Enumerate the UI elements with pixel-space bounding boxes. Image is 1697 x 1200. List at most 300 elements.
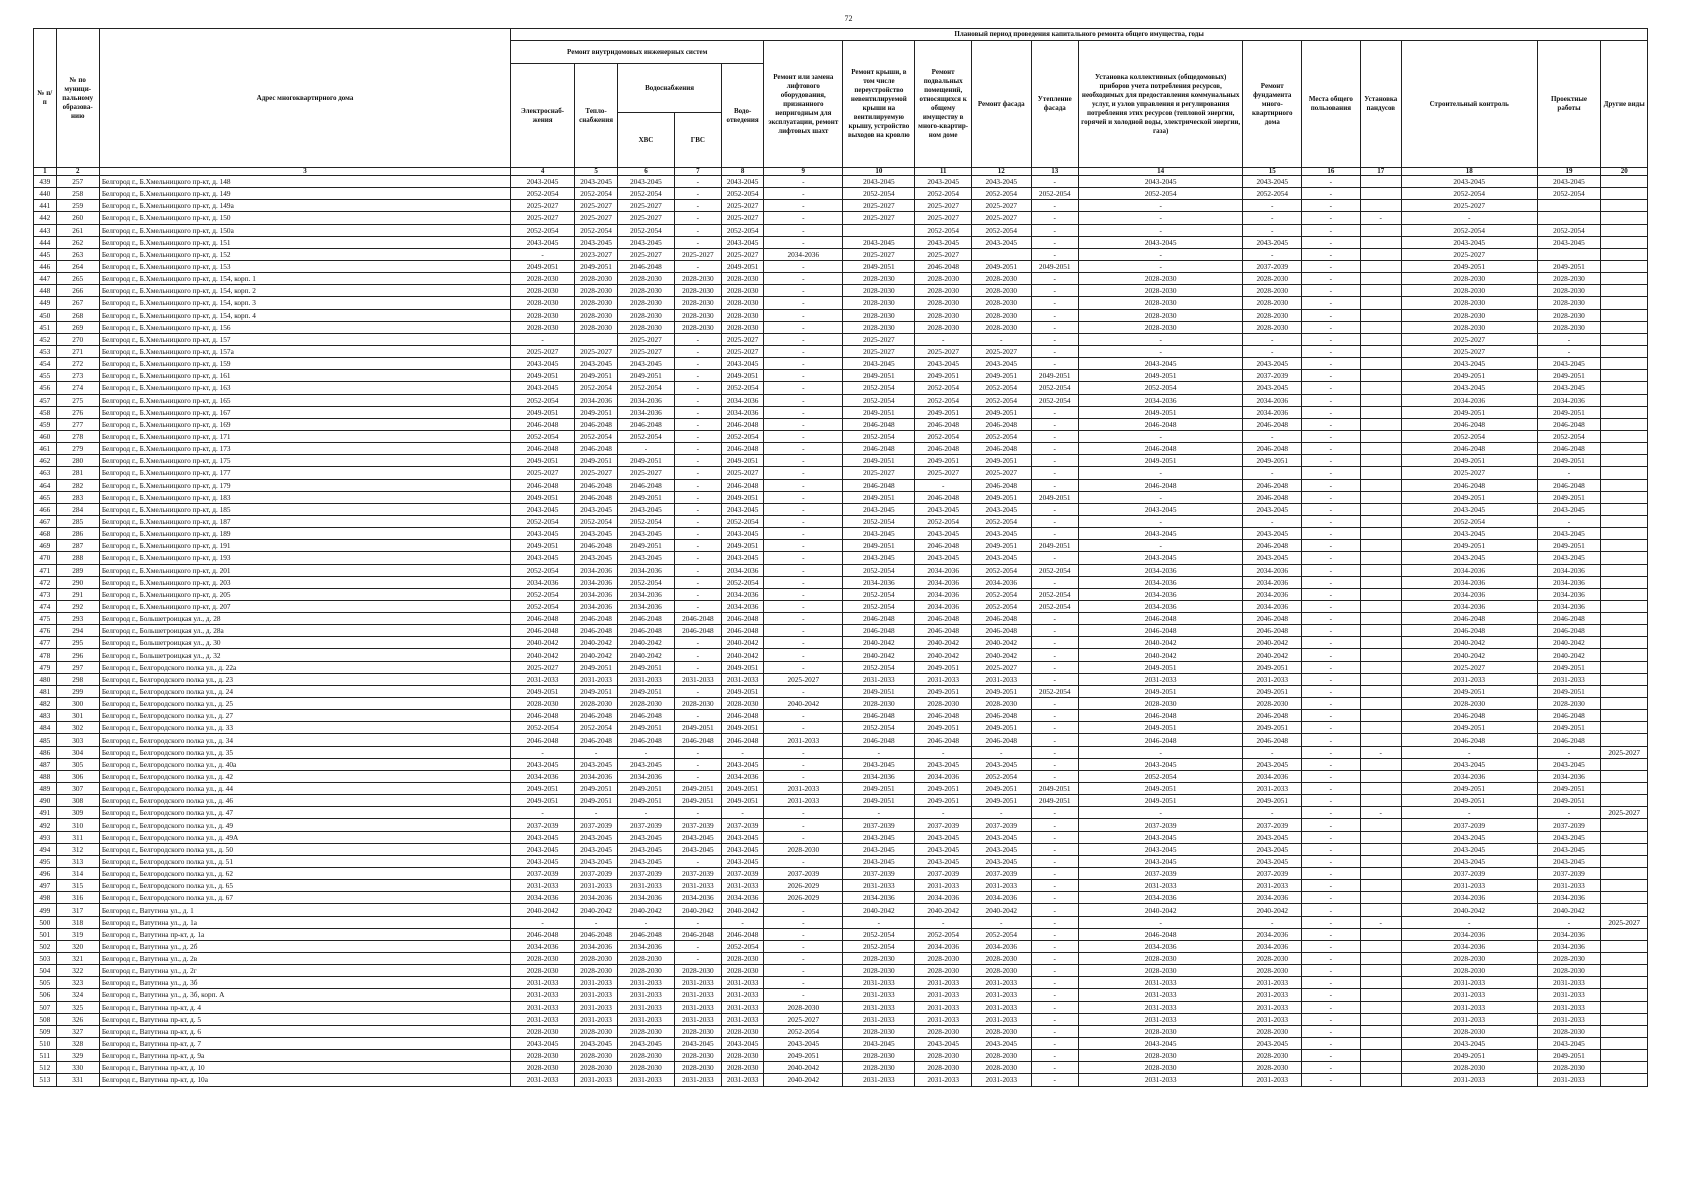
cell-construction-control: 2028-2030	[1401, 273, 1537, 285]
cell-row-number: 490	[34, 795, 57, 807]
cell-basement: 2034-2036	[915, 588, 972, 600]
cell-heating: 2034-2036	[574, 940, 617, 952]
cell-row-number: 482	[34, 698, 57, 710]
cell-construction-control: 2043-2045	[1401, 358, 1537, 370]
cell-electricity: 2052-2054	[511, 394, 575, 406]
cell-foundation: 2034-2036	[1243, 940, 1302, 952]
cell-insulation: -	[1031, 661, 1078, 673]
cell-design-works: -	[1537, 807, 1601, 819]
cell-insulation: -	[1031, 430, 1078, 442]
cell-hot-water: 2028-2030	[674, 1025, 721, 1037]
cell-insulation: -	[1031, 855, 1078, 867]
cell-insulation: 2049-2051	[1031, 370, 1078, 382]
cell-cold-water: 2049-2051	[618, 685, 675, 697]
cell-ramps	[1360, 528, 1401, 540]
cell-cold-water: 2034-2036	[618, 394, 675, 406]
cell-drainage: 2046-2048	[722, 734, 764, 746]
cell-elevator: -	[764, 758, 843, 770]
cell-municipal-number: 287	[56, 540, 99, 552]
cell-electricity: 2043-2045	[511, 758, 575, 770]
cell-address: Белгород г., Большетроицкая ул., д. 30	[99, 637, 510, 649]
cell-foundation: 2034-2036	[1243, 564, 1302, 576]
cell-address: Белгород г., Ватутина пр-кт, д. 7	[99, 1037, 510, 1049]
cell-hot-water: -	[674, 770, 721, 782]
cell-design-works: 2031-2033	[1537, 989, 1601, 1001]
cell-ramps	[1360, 333, 1401, 345]
cell-construction-control: 2025-2027	[1401, 248, 1537, 260]
cell-municipal-number: 292	[56, 600, 99, 612]
cell-insulation: -	[1031, 673, 1078, 685]
cell-facade: 2052-2054	[971, 588, 1031, 600]
cell-hot-water: 2049-2051	[674, 783, 721, 795]
cell-facade: 2040-2042	[971, 637, 1031, 649]
table-row	[34, 831, 1648, 843]
cell-meters: 2043-2045	[1078, 528, 1243, 540]
cell-roof: 2046-2048	[843, 625, 915, 637]
cell-roof	[843, 224, 915, 236]
cell-address: Белгород г., Ватутина пр-кт, д. 6	[99, 1025, 510, 1037]
cell-hot-water: -	[674, 394, 721, 406]
cell-other-works	[1601, 333, 1648, 345]
cell-insulation: 2049-2051	[1031, 491, 1078, 503]
cell-row-number: 475	[34, 613, 57, 625]
cell-insulation: -	[1031, 552, 1078, 564]
cell-common-areas: -	[1302, 176, 1361, 188]
cell-facade: 2031-2033	[971, 977, 1031, 989]
cell-drainage: 2043-2045	[722, 1037, 764, 1049]
cell-construction-control: 2043-2045	[1401, 236, 1537, 248]
cell-construction-control: 2046-2048	[1401, 625, 1537, 637]
cell-row-number: 454	[34, 358, 57, 370]
cell-hot-water: -	[674, 515, 721, 527]
cell-basement: 2049-2051	[915, 661, 972, 673]
cell-heating: 2031-2033	[574, 1013, 617, 1025]
header-heating: Тепло-снабжения	[574, 64, 617, 168]
cell-basement: 2046-2048	[915, 418, 972, 430]
cell-drainage: 2034-2036	[722, 588, 764, 600]
cell-common-areas: -	[1302, 1013, 1361, 1025]
cell-municipal-number: 290	[56, 576, 99, 588]
cell-elevator: -	[764, 285, 843, 297]
cell-hot-water: 2028-2030	[674, 297, 721, 309]
cell-common-areas: -	[1302, 1001, 1361, 1013]
cell-drainage: -	[722, 746, 764, 758]
table-row	[34, 345, 1648, 357]
cell-foundation: 2046-2048	[1243, 540, 1302, 552]
cell-address: Белгород г., Белгородского полка ул., д. 49	[99, 819, 510, 831]
cell-row-number: 506	[34, 989, 57, 1001]
cell-common-areas: -	[1302, 479, 1361, 491]
cell-electricity: 2028-2030	[511, 273, 575, 285]
cell-facade: 2025-2027	[971, 212, 1031, 224]
cell-ramps	[1360, 503, 1401, 515]
header-ramps: Установка пандусов	[1360, 41, 1401, 168]
cell-cold-water: 2052-2054	[618, 515, 675, 527]
cell-construction-control: 2049-2051	[1401, 406, 1537, 418]
cell-basement: 2052-2054	[915, 515, 972, 527]
cell-drainage: 2025-2027	[722, 333, 764, 345]
cell-facade: 2028-2030	[971, 309, 1031, 321]
cell-common-areas: -	[1302, 698, 1361, 710]
cell-foundation: 2046-2048	[1243, 625, 1302, 637]
cell-heating: 2049-2051	[574, 795, 617, 807]
cell-foundation: 2043-2045	[1243, 176, 1302, 188]
cell-construction-control: 2043-2045	[1401, 855, 1537, 867]
cell-basement: 2046-2048	[915, 260, 972, 272]
cell-heating: 2028-2030	[574, 965, 617, 977]
cell-basement: 2052-2054	[915, 382, 972, 394]
cell-construction-control: 2040-2042	[1401, 649, 1537, 661]
cell-row-number: 441	[34, 200, 57, 212]
cell-design-works: -	[1537, 467, 1601, 479]
cell-other-works	[1601, 430, 1648, 442]
cell-construction-control: 2049-2051	[1401, 540, 1537, 552]
cell-drainage: 2043-2045	[722, 236, 764, 248]
cell-design-works: 2049-2051	[1537, 661, 1601, 673]
cell-common-areas: -	[1302, 588, 1361, 600]
cell-hot-water: 2028-2030	[674, 273, 721, 285]
cell-electricity: 2043-2045	[511, 382, 575, 394]
cell-foundation: 2031-2033	[1243, 1001, 1302, 1013]
cell-design-works: 2031-2033	[1537, 1001, 1601, 1013]
cell-foundation: 2043-2045	[1243, 758, 1302, 770]
table-row	[34, 977, 1648, 989]
cell-electricity: 2052-2054	[511, 224, 575, 236]
cell-construction-control: 2043-2045	[1401, 503, 1537, 515]
cell-drainage: 2043-2045	[722, 758, 764, 770]
cell-cold-water: 2040-2042	[618, 904, 675, 916]
cell-facade: -	[971, 807, 1031, 819]
cell-cold-water: 2049-2051	[618, 491, 675, 503]
cell-drainage: 2031-2033	[722, 977, 764, 989]
cell-address: Белгород г., Б.Хмельницкого пр-кт, д. 154, корп. 2	[99, 285, 510, 297]
cell-common-areas: -	[1302, 989, 1361, 1001]
cell-electricity: 2034-2036	[511, 770, 575, 782]
cell-meters: -	[1078, 224, 1243, 236]
cell-ramps	[1360, 953, 1401, 965]
cell-foundation: 2034-2036	[1243, 928, 1302, 940]
cell-heating: 2040-2042	[574, 649, 617, 661]
cell-meters: 2046-2048	[1078, 613, 1243, 625]
cell-address: Белгород г., Белгородского полка ул., д. 44	[99, 783, 510, 795]
cell-design-works: 2049-2051	[1537, 783, 1601, 795]
cell-drainage: 2028-2030	[722, 321, 764, 333]
cell-hot-water: -	[674, 528, 721, 540]
table-row	[34, 1062, 1648, 1074]
cell-design-works: 2046-2048	[1537, 479, 1601, 491]
cell-ramps	[1360, 673, 1401, 685]
cell-facade: 2031-2033	[971, 1001, 1031, 1013]
cell-common-areas: -	[1302, 370, 1361, 382]
cell-address: Белгород г., Б.Хмельницкого пр-кт, д. 183	[99, 491, 510, 503]
cell-ramps	[1360, 248, 1401, 260]
cell-row-number: 487	[34, 758, 57, 770]
cell-facade: 2025-2027	[971, 467, 1031, 479]
cell-hot-water: 2028-2030	[674, 1050, 721, 1062]
cell-municipal-number: 271	[56, 345, 99, 357]
cell-cold-water: 2043-2045	[618, 552, 675, 564]
cell-meters: 2028-2030	[1078, 1025, 1243, 1037]
cell-construction-control: 2031-2033	[1401, 989, 1537, 1001]
cell-facade: 2028-2030	[971, 273, 1031, 285]
cell-construction-control: 2049-2051	[1401, 1050, 1537, 1062]
cell-foundation: -	[1243, 212, 1302, 224]
cell-roof: 2028-2030	[843, 309, 915, 321]
cell-electricity: 2028-2030	[511, 1025, 575, 1037]
cell-electricity: 2043-2045	[511, 358, 575, 370]
cell-address: Белгород г., Б.Хмельницкого пр-кт, д. 149	[99, 188, 510, 200]
cell-municipal-number: 316	[56, 892, 99, 904]
cell-construction-control: 2037-2039	[1401, 819, 1537, 831]
cell-row-number: 479	[34, 661, 57, 673]
cell-elevator: 2037-2039	[764, 868, 843, 880]
cell-heating: -	[574, 746, 617, 758]
cell-design-works: 2028-2030	[1537, 1062, 1601, 1074]
cell-electricity: 2046-2048	[511, 625, 575, 637]
cell-row-number: 474	[34, 600, 57, 612]
cell-insulation: -	[1031, 443, 1078, 455]
cell-ramps	[1360, 1037, 1401, 1049]
cell-row-number: 502	[34, 940, 57, 952]
column-number: 4	[511, 168, 575, 176]
cell-electricity: 2046-2048	[511, 928, 575, 940]
cell-heating: 2040-2042	[574, 637, 617, 649]
cell-hot-water: -	[674, 940, 721, 952]
cell-foundation: 2037-2039	[1243, 370, 1302, 382]
cell-row-number: 458	[34, 406, 57, 418]
cell-heating: 2046-2048	[574, 418, 617, 430]
cell-construction-control: -	[1401, 212, 1537, 224]
header-meters: Установка коллективных (общедомовых) приборов учета потребления ресурсов, необходимых для предоставления коммунальных услуг, и узлов управления и регулирования потребления этих ресурсов (тепловой энергии, горячей и холодной воды, электрической энергии, газа)	[1078, 41, 1243, 168]
cell-ramps	[1360, 989, 1401, 1001]
cell-meters: 2034-2036	[1078, 588, 1243, 600]
cell-drainage: -	[722, 807, 764, 819]
cell-common-areas: -	[1302, 1050, 1361, 1062]
cell-drainage: 2049-2051	[722, 685, 764, 697]
cell-common-areas: -	[1302, 746, 1361, 758]
cell-common-areas: -	[1302, 892, 1361, 904]
cell-design-works: 2049-2051	[1537, 491, 1601, 503]
table-row	[34, 406, 1648, 418]
cell-heating: 2052-2054	[574, 515, 617, 527]
cell-other-works	[1601, 710, 1648, 722]
cell-cold-water: 2052-2054	[618, 224, 675, 236]
cell-address: Белгород г., Белгородского полка ул., д. 40а	[99, 758, 510, 770]
header-hot-water: ГВС	[674, 113, 721, 168]
cell-hot-water: -	[674, 260, 721, 272]
table-row	[34, 868, 1648, 880]
cell-hot-water: -	[674, 600, 721, 612]
cell-cold-water: 2028-2030	[618, 285, 675, 297]
cell-electricity: 2025-2027	[511, 467, 575, 479]
cell-electricity: 2031-2033	[511, 673, 575, 685]
cell-basement: 2046-2048	[915, 734, 972, 746]
cell-design-works: 2031-2033	[1537, 673, 1601, 685]
cell-other-works	[1601, 625, 1648, 637]
cell-meters: 2028-2030	[1078, 965, 1243, 977]
header-plan-period: Плановый период проведения капитального ремонта общего имущества, годы	[511, 29, 1648, 41]
cell-foundation: -	[1243, 248, 1302, 260]
cell-electricity: 2028-2030	[511, 297, 575, 309]
cell-roof: 2052-2054	[843, 382, 915, 394]
cell-construction-control: 2046-2048	[1401, 418, 1537, 430]
cell-common-areas: -	[1302, 795, 1361, 807]
cell-other-works	[1601, 989, 1648, 1001]
cell-address: Белгород г., Ватутина ул., д. 1	[99, 904, 510, 916]
cell-elevator: -	[764, 443, 843, 455]
cell-construction-control: 2046-2048	[1401, 443, 1537, 455]
cell-drainage: 2046-2048	[722, 710, 764, 722]
cell-electricity: 2049-2051	[511, 455, 575, 467]
cell-insulation: -	[1031, 297, 1078, 309]
table-row	[34, 783, 1648, 795]
header-common-areas: Места общего пользования	[1302, 41, 1361, 168]
cell-electricity: 2046-2048	[511, 710, 575, 722]
cell-municipal-number: 324	[56, 989, 99, 1001]
table-row	[34, 722, 1648, 734]
cell-facade: 2040-2042	[971, 649, 1031, 661]
cell-electricity: 2028-2030	[511, 698, 575, 710]
cell-heating: 2049-2051	[574, 455, 617, 467]
cell-elevator: 2028-2030	[764, 843, 843, 855]
cell-electricity: 2034-2036	[511, 892, 575, 904]
cell-row-number: 497	[34, 880, 57, 892]
cell-electricity: 2028-2030	[511, 965, 575, 977]
cell-construction-control: 2031-2033	[1401, 1074, 1537, 1086]
cell-ramps	[1360, 491, 1401, 503]
table-row	[34, 855, 1648, 867]
cell-common-areas: -	[1302, 1025, 1361, 1037]
cell-municipal-number: 277	[56, 418, 99, 430]
cell-ramps	[1360, 540, 1401, 552]
cell-heating: 2049-2051	[574, 370, 617, 382]
cell-hot-water: 2028-2030	[674, 1062, 721, 1074]
cell-meters: -	[1078, 491, 1243, 503]
table-row	[34, 1037, 1648, 1049]
cell-common-areas: -	[1302, 734, 1361, 746]
cell-common-areas: -	[1302, 576, 1361, 588]
cell-insulation: -	[1031, 1074, 1078, 1086]
cell-insulation: -	[1031, 819, 1078, 831]
column-number: 10	[843, 168, 915, 176]
table-row	[34, 904, 1648, 916]
cell-common-areas: -	[1302, 758, 1361, 770]
cell-municipal-number: 263	[56, 248, 99, 260]
cell-facade: 2049-2051	[971, 795, 1031, 807]
cell-basement: -	[915, 333, 972, 345]
cell-construction-control: 2034-2036	[1401, 770, 1537, 782]
cell-heating: 2028-2030	[574, 321, 617, 333]
cell-cold-water: 2049-2051	[618, 722, 675, 734]
cell-common-areas: -	[1302, 321, 1361, 333]
cell-design-works: 2043-2045	[1537, 528, 1601, 540]
cell-foundation: 2049-2051	[1243, 661, 1302, 673]
cell-elevator: -	[764, 309, 843, 321]
cell-meters: -	[1078, 200, 1243, 212]
cell-basement: 2049-2051	[915, 455, 972, 467]
cell-construction-control: 2043-2045	[1401, 843, 1537, 855]
cell-drainage: 2043-2045	[722, 831, 764, 843]
cell-meters: -	[1078, 212, 1243, 224]
cell-foundation: 2052-2054	[1243, 188, 1302, 200]
cell-heating: 2043-2045	[574, 855, 617, 867]
cell-facade: 2046-2048	[971, 418, 1031, 430]
cell-meters: 2034-2036	[1078, 940, 1243, 952]
cell-roof: 2028-2030	[843, 297, 915, 309]
cell-ramps	[1360, 321, 1401, 333]
cell-facade: 2037-2039	[971, 868, 1031, 880]
cell-municipal-number: 330	[56, 1062, 99, 1074]
cell-other-works	[1601, 200, 1648, 212]
cell-municipal-number: 297	[56, 661, 99, 673]
cell-row-number: 485	[34, 734, 57, 746]
cell-cold-water: -	[618, 746, 675, 758]
cell-foundation: 2049-2051	[1243, 685, 1302, 697]
cell-ramps	[1360, 188, 1401, 200]
cell-meters: 2028-2030	[1078, 285, 1243, 297]
cell-hot-water: -	[674, 576, 721, 588]
column-number: 5	[574, 168, 617, 176]
cell-other-works	[1601, 297, 1648, 309]
cell-meters: 2031-2033	[1078, 673, 1243, 685]
table-row	[34, 710, 1648, 722]
cell-elevator: -	[764, 528, 843, 540]
cell-facade: 2025-2027	[971, 200, 1031, 212]
cell-meters: 2049-2051	[1078, 783, 1243, 795]
cell-meters: 2028-2030	[1078, 321, 1243, 333]
cell-elevator: -	[764, 345, 843, 357]
cell-address: Белгород г., Б.Хмельницкого пр-кт, д. 163	[99, 382, 510, 394]
cell-other-works	[1601, 224, 1648, 236]
cell-construction-control: 2043-2045	[1401, 831, 1537, 843]
column-number: 11	[915, 168, 972, 176]
cell-roof: 2049-2051	[843, 540, 915, 552]
cell-meters: 2028-2030	[1078, 1062, 1243, 1074]
cell-elevator: -	[764, 661, 843, 673]
cell-elevator: -	[764, 819, 843, 831]
cell-elevator: -	[764, 625, 843, 637]
cell-basement: 2034-2036	[915, 770, 972, 782]
cell-ramps	[1360, 1025, 1401, 1037]
cell-ramps	[1360, 260, 1401, 272]
cell-heating: 2034-2036	[574, 564, 617, 576]
cell-basement: 2031-2033	[915, 880, 972, 892]
cell-municipal-number: 307	[56, 783, 99, 795]
cell-row-number: 471	[34, 564, 57, 576]
table-row	[34, 358, 1648, 370]
cell-hot-water: 2046-2048	[674, 613, 721, 625]
header-design-works: Проектные работы	[1537, 41, 1601, 168]
cell-electricity: -	[511, 248, 575, 260]
cell-cold-water: 2031-2033	[618, 977, 675, 989]
cell-heating: 2043-2045	[574, 758, 617, 770]
cell-drainage: 2052-2054	[722, 576, 764, 588]
cell-address: Белгород г., Б.Хмельницкого пр-кт, д. 201	[99, 564, 510, 576]
table-row	[34, 479, 1648, 491]
table-row	[34, 443, 1648, 455]
cell-elevator: 2025-2027	[764, 673, 843, 685]
cell-foundation: 2028-2030	[1243, 309, 1302, 321]
cell-hot-water: 2043-2045	[674, 1037, 721, 1049]
cell-facade: 2046-2048	[971, 734, 1031, 746]
cell-foundation: 2034-2036	[1243, 576, 1302, 588]
cell-ramps	[1360, 600, 1401, 612]
cell-facade: 2043-2045	[971, 843, 1031, 855]
cell-basement: 2031-2033	[915, 1001, 972, 1013]
cell-ramps	[1360, 1074, 1401, 1086]
cell-elevator: -	[764, 940, 843, 952]
cell-address: Белгород г., Б.Хмельницкого пр-кт, д. 167	[99, 406, 510, 418]
